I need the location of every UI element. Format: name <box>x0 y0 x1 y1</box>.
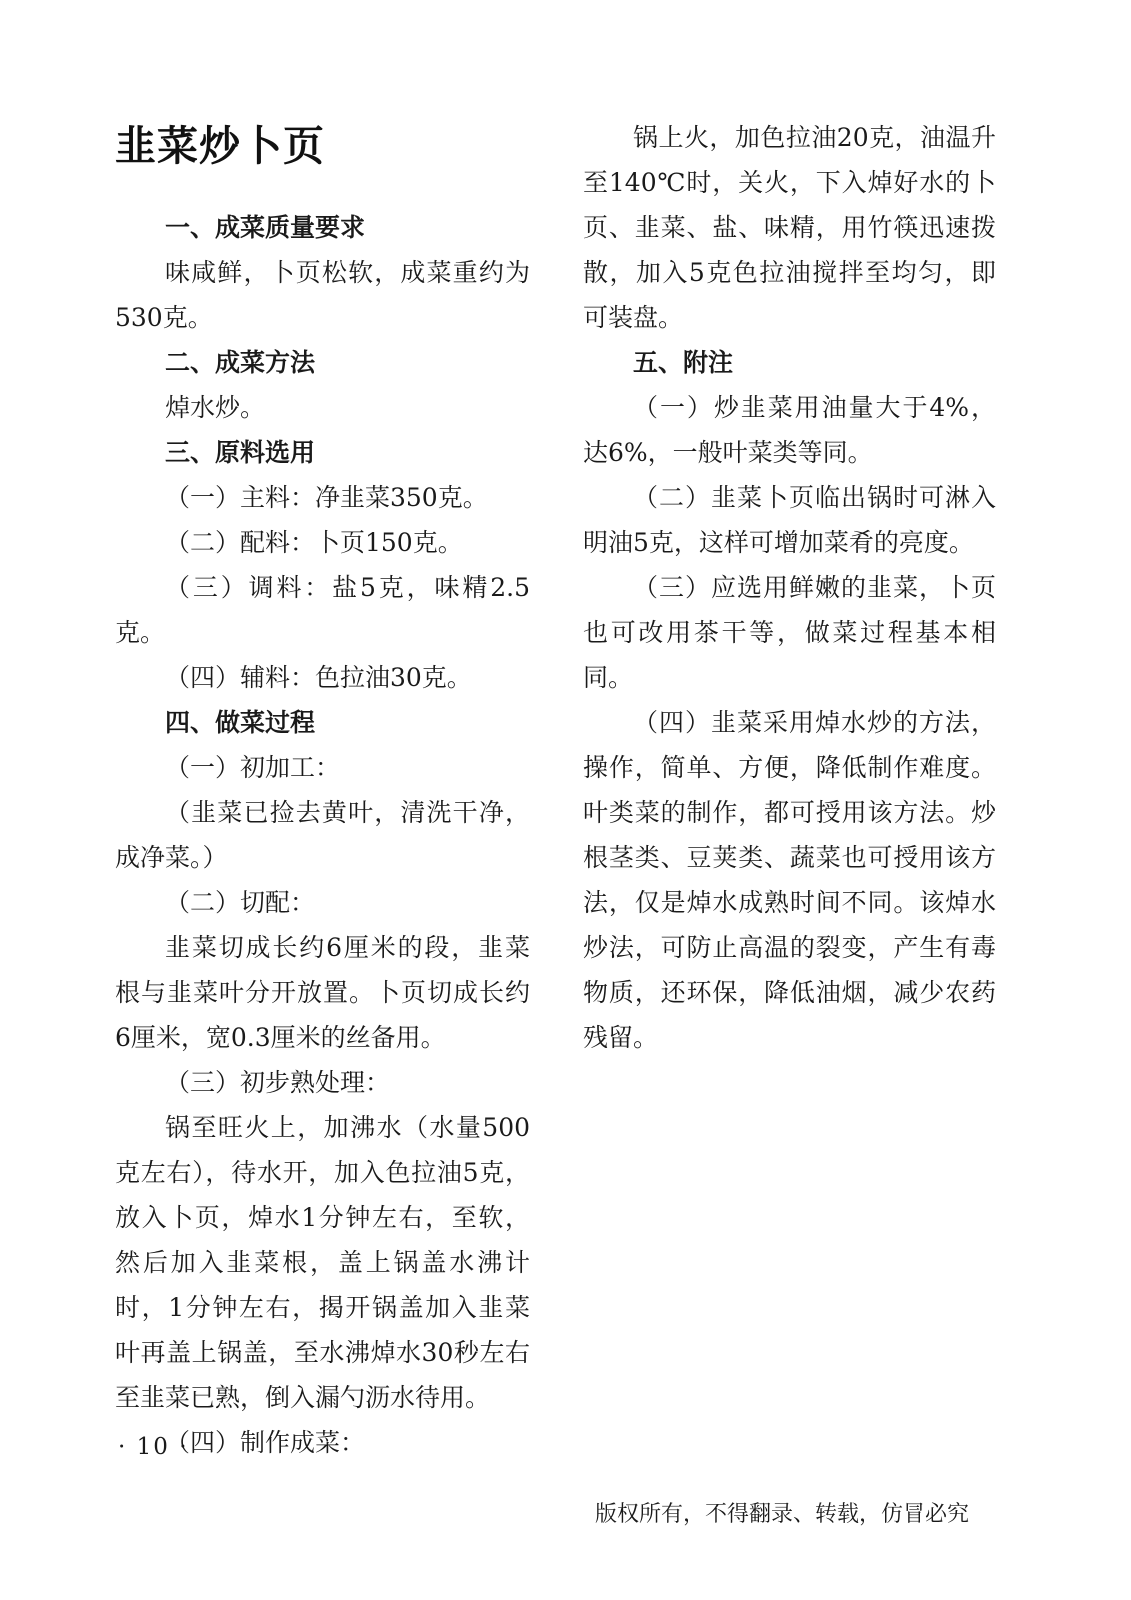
paragraph: （二）韭菜卜页临出锅时可淋入明油5克，这样可增加菜肴的亮度。 <box>583 483 996 557</box>
paragraph: 锅上火，加色拉油20克，油温升至140℃时，关火，下入焯好水的卜页、韭菜、盐、味精，用竹筷迅速拨散，加入5克色拉油搅拌至均匀，即可装盘。 <box>583 123 996 332</box>
paragraph: （二）配料：卜页150克。 <box>165 528 463 557</box>
copyright-footer: 版权所有，不得翻录、转载，仿冒必究 <box>595 1502 970 1527</box>
paragraph: （一）初加工： <box>165 753 341 782</box>
section-heading: 一、成菜质量要求 <box>165 213 366 242</box>
section-heading: 三、原料选用 <box>165 438 316 467</box>
paragraph: （二）切配： <box>165 888 316 917</box>
paragraph: （四）韭菜采用焯水炒的方法，操作，简单、方便，降低制作难度。叶类菜的制作，都可授用该方法。炒根茎类、豆荚类、蔬菜也可授用该方法，仅是焯水成熟时间不同。该焯水炒法，可防止高温的裂变，产生有毒物质，还环保，降低油烟，减少农药残留。 <box>583 708 996 1052</box>
paragraph: （四）制作成菜： <box>165 1428 366 1457</box>
page-title: 韭菜炒卜页 <box>115 122 325 170</box>
left-column <box>115 205 530 1465</box>
paragraph: （三）初步熟处理： <box>165 1068 391 1097</box>
section-heading: 五、附注 <box>633 348 734 377</box>
paragraph: （三）调料：盐5克，味精2.5克。 <box>115 573 530 647</box>
paragraph: （一）炒韭菜用油量大于4%，达6%，一般叶菜类等同。 <box>583 393 996 467</box>
paragraph: 锅至旺火上，加沸水（水量500克左右），待水开，加入色拉油5克，放入卜页，焯水1分钟左右，至软，然后加入韭菜根，盖上锅盖水沸计时，1分钟左右，揭开锅盖加入韭菜叶再盖上锅盖，至水沸焯水30秒左右至韭菜已熟，倒入漏勺沥水待用。 <box>115 1113 530 1412</box>
paragraph: 韭菜切成长约6厘米的段，韭菜根与韭菜叶分开放置。卜页切成长约6厘米，宽0.3厘米的丝备用。 <box>115 933 530 1052</box>
paragraph: （三）应选用鲜嫩的韭菜，卜页也可改用茶干等，做菜过程基本相同。 <box>583 573 996 692</box>
section-heading: 四、做菜过程 <box>165 708 316 737</box>
paragraph: 焯水炒。 <box>165 393 266 422</box>
paragraph: （一）主料：净韭菜350克。 <box>165 483 488 512</box>
page-number: · 10 · <box>118 1434 189 1460</box>
paragraph: （韭菜已捡去黄叶，清洗干净，成净菜。） <box>115 798 530 872</box>
paragraph: 味咸鲜，卜页松软，成菜重约为530克。 <box>115 258 530 332</box>
section-heading: 二、成菜方法 <box>165 348 316 377</box>
right-column <box>583 115 996 1060</box>
paragraph: （四）辅料：色拉油30克。 <box>165 663 472 692</box>
